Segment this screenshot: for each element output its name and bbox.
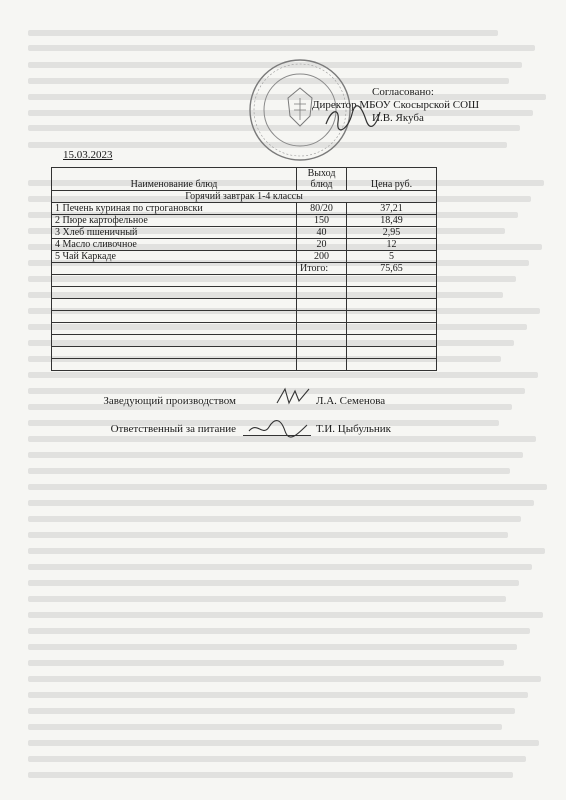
show-through-line — [28, 516, 521, 522]
empty-row — [52, 311, 437, 323]
total-value: 75,65 — [347, 263, 437, 275]
empty-row — [52, 275, 437, 287]
director-signature — [322, 104, 384, 132]
approval-title: Согласовано: — [372, 86, 434, 98]
show-through-line — [28, 724, 502, 730]
section-title: Горячий завтрак 1-4 классы — [52, 191, 437, 203]
show-through-line — [28, 580, 519, 586]
table-cell: 40 — [297, 227, 347, 239]
show-through-line — [28, 372, 538, 378]
show-through-line — [28, 500, 534, 506]
show-through-line — [28, 596, 506, 602]
table-cell — [347, 347, 437, 359]
total-row — [52, 263, 437, 275]
head-signature-row — [51, 395, 436, 423]
table-row — [52, 203, 437, 215]
head-signature — [273, 385, 313, 409]
table-cell — [52, 335, 297, 347]
show-through-line — [28, 452, 523, 458]
table-cell — [347, 287, 437, 299]
show-through-line — [28, 30, 498, 36]
table-cell: 1 Печень куриная по строгановски — [52, 203, 297, 215]
table-row — [52, 251, 437, 263]
table-cell: 5 Чай Каркаде — [52, 251, 297, 263]
document-date: 15.03.2023 — [63, 149, 113, 161]
show-through-line — [28, 772, 513, 778]
table-cell — [297, 347, 347, 359]
header-price: Цена руб. — [347, 168, 437, 191]
table-cell — [52, 323, 297, 335]
signatures-block — [51, 395, 436, 451]
table-cell: 20 — [297, 239, 347, 251]
table-cell — [347, 359, 437, 371]
table-row — [52, 215, 437, 227]
empty-row — [52, 287, 437, 299]
show-through-line — [28, 708, 515, 714]
table-cell — [297, 287, 347, 299]
header-dish-name: Наименование блюд — [52, 168, 297, 191]
total-label: Итого: — [297, 263, 347, 275]
table-row — [52, 227, 437, 239]
show-through-line — [28, 484, 547, 490]
show-through-line — [28, 740, 539, 746]
table-cell — [52, 263, 297, 275]
table-cell: 3 Хлеб пшеничный — [52, 227, 297, 239]
approval-position: Директор МБОУ Скосырской СОШ — [312, 99, 480, 111]
show-through-line — [28, 532, 508, 538]
resp-signature — [247, 417, 309, 439]
show-through-line — [28, 676, 541, 682]
resp-label: Ответственный за питание — [110, 423, 236, 435]
show-through-line — [28, 756, 526, 762]
table-cell — [347, 335, 437, 347]
table-cell — [52, 347, 297, 359]
table-cell — [297, 275, 347, 287]
table-cell — [347, 323, 437, 335]
table-cell: 200 — [297, 251, 347, 263]
section-row — [52, 191, 437, 203]
resp-signature-row — [51, 423, 436, 451]
table-cell — [52, 287, 297, 299]
table-row — [52, 239, 437, 251]
table-cell: 5 — [347, 251, 437, 263]
show-through-line — [28, 564, 532, 570]
table-cell — [297, 335, 347, 347]
table-header-row — [52, 168, 437, 191]
table-cell: 80/20 — [297, 203, 347, 215]
show-through-line — [28, 548, 545, 554]
table-cell — [52, 275, 297, 287]
table-cell: 18,49 — [347, 215, 437, 227]
approval-name: И.В. Якуба — [372, 112, 424, 124]
empty-row — [52, 323, 437, 335]
show-through-line — [28, 45, 535, 51]
empty-row — [52, 299, 437, 311]
table-cell: 4 Масло сливочное — [52, 239, 297, 251]
header-portion: Выход блюд — [297, 168, 347, 191]
table-cell — [297, 323, 347, 335]
table-cell — [347, 275, 437, 287]
resp-name: Т.И. Цыбульник — [316, 423, 391, 435]
empty-row — [52, 335, 437, 347]
table-cell: 12 — [347, 239, 437, 251]
menu-table — [51, 167, 437, 371]
table-cell — [52, 359, 297, 371]
show-through-line — [28, 692, 528, 698]
table-cell — [297, 359, 347, 371]
table-cell: 2,95 — [347, 227, 437, 239]
table-cell: 2 Пюре картофельное — [52, 215, 297, 227]
table-cell — [297, 299, 347, 311]
table-cell: 37,21 — [347, 203, 437, 215]
table-cell — [347, 311, 437, 323]
head-name: Л.А. Семенова — [316, 395, 386, 407]
show-through-line — [28, 660, 504, 666]
table-cell — [52, 311, 297, 323]
table-cell — [347, 299, 437, 311]
show-through-line — [28, 628, 530, 634]
table-cell: 150 — [297, 215, 347, 227]
show-through-line — [28, 612, 543, 618]
table-cell — [52, 299, 297, 311]
head-label: Заведующий производством — [103, 395, 236, 407]
empty-row — [52, 347, 437, 359]
table-cell — [297, 311, 347, 323]
show-through-line — [28, 468, 510, 474]
show-through-line — [28, 644, 517, 650]
empty-row — [52, 359, 437, 371]
